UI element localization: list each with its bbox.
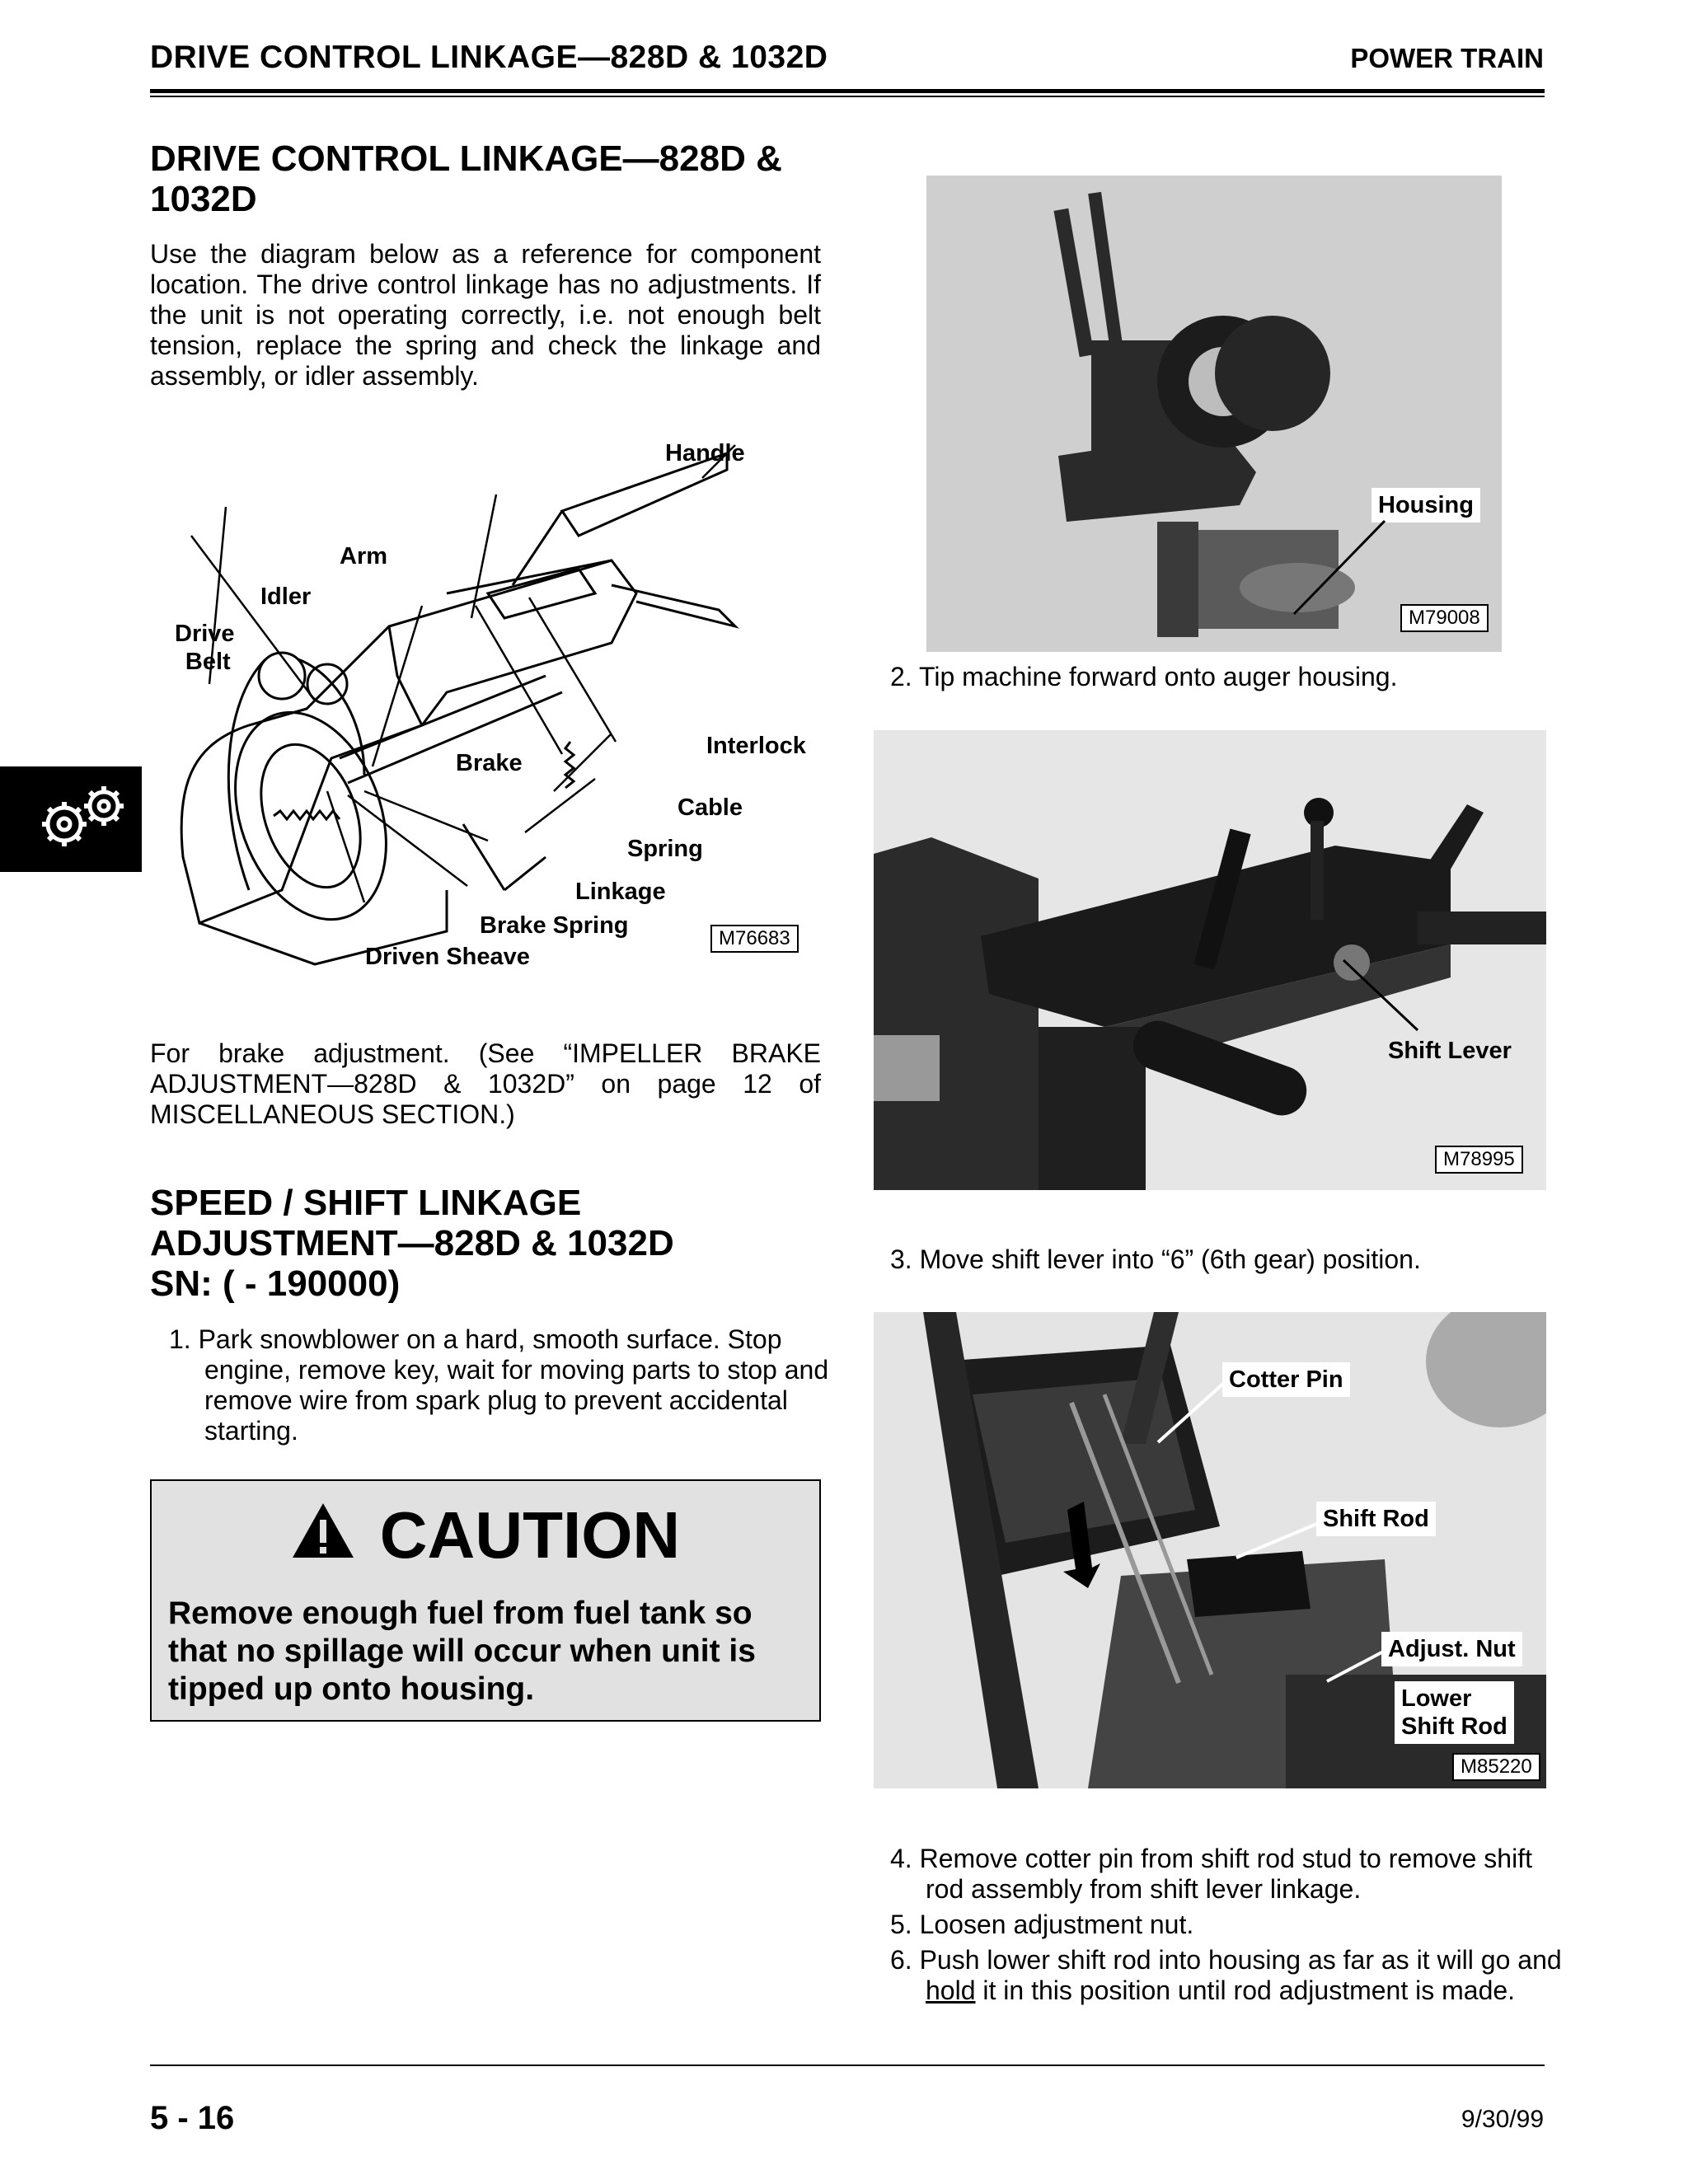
footer-rule [150,2064,1545,2066]
label-driven-sheave: Driven Sheave [365,944,530,970]
step-2: 2. Tip machine forward onto auger housing. [890,662,1398,691]
caution-title: CAUTION [152,1497,819,1573]
section-heading-shift-linkage: SPEED / SHIFT LINKAGE ADJUSTMENT—828D & 1032D SN: ( - 190000) [150,1183,674,1304]
leader-line-shift-lever [1335,948,1434,1038]
label-cable: Cable [678,794,743,821]
leader-line-adjust-nut [1319,1644,1393,1694]
step-3: 3. Move shift lever into “6” (6th gear) position. [890,1244,1421,1274]
label-interlock: Interlock [706,733,806,759]
label-handle: Handle [665,440,745,466]
caution-text: Remove enough fuel from fuel tank so that no spillage will occur when unit is tipped up onto housing. [168,1596,756,1707]
drive-linkage-diagram [150,429,834,972]
label-linkage: Linkage [575,879,666,905]
label-housing: Housing [1372,488,1480,523]
label-cotter-pin: Cotter Pin [1222,1362,1350,1397]
label-shift-lever: Shift Lever [1388,1038,1512,1064]
photo-control-panel [874,730,1546,1190]
footer-date: 9/30/99 [1461,2106,1544,2133]
leader-line-housing [1286,511,1401,626]
label-drive-belt: Drive Belt [175,621,235,675]
label-lower-shift-rod: Lower Shift Rod [1395,1681,1514,1744]
header-rule-thin [150,96,1545,97]
intro-paragraph: Use the diagram below as a reference for component location. The drive control linkage has no adjustments. If the unit is not operating correctly, i.e. not enough belt tension, replace the spring and check the linkage and assembly, or idler assembly. [150,239,821,391]
step-5: 5. Loosen adjustment nut. [890,1910,1194,1939]
step-1: 1. Park snowblower on a hard, smooth surface. Stop engine, remove key, wait for moving parts to stop and remove wire from spark plug to prevent accidental starting. [169,1324,829,1446]
figure-id-m76683: M76683 [710,925,799,953]
page-number: 5 - 16 [150,2100,235,2136]
leader-line-cotter-pin [1146,1376,1236,1451]
label-brake: Brake [456,750,523,776]
warning-triangle-icon [291,1502,355,1559]
step-6: 6. Push lower shift rod into housing as far as it will go and hold it in this position until rod adjustment is made. [890,1945,1562,2005]
label-arm: Arm [340,543,388,569]
label-spring: Spring [627,836,703,862]
brake-note-paragraph: For brake adjustment. (See “IMPELLER BRAKE ADJUSTMENT—828D & 1032D” on page 12 of MISCELLANEOUS SECTION.) [150,1038,821,1129]
label-shift-rod: Shift Rod [1316,1502,1436,1536]
running-header-section: POWER TRAIN [1350,43,1544,73]
step-4: 4. Remove cotter pin from shift rod stud to remove shift rod assembly from shift lever linkage. [890,1844,1532,1904]
gears-icon [0,766,142,872]
label-adjust-nut: Adjust. Nut [1381,1632,1522,1666]
figure-id-m85220: M85220 [1452,1753,1540,1781]
section-tab [0,766,142,872]
caution-box [150,1479,821,1722]
figure-id-m79008: M79008 [1400,604,1489,632]
figure-id-m78995: M78995 [1435,1146,1523,1174]
photo-machine-tipped [926,176,1502,652]
label-brake-spring: Brake Spring [480,912,629,939]
section-heading-drive-control: DRIVE CONTROL LINKAGE—828D & 1032D [150,138,782,219]
leader-line-shift-rod [1228,1516,1327,1566]
label-idler: Idler [260,583,312,610]
header-rule [150,89,1545,93]
running-header-title: DRIVE CONTROL LINKAGE—828D & 1032D [150,40,828,75]
